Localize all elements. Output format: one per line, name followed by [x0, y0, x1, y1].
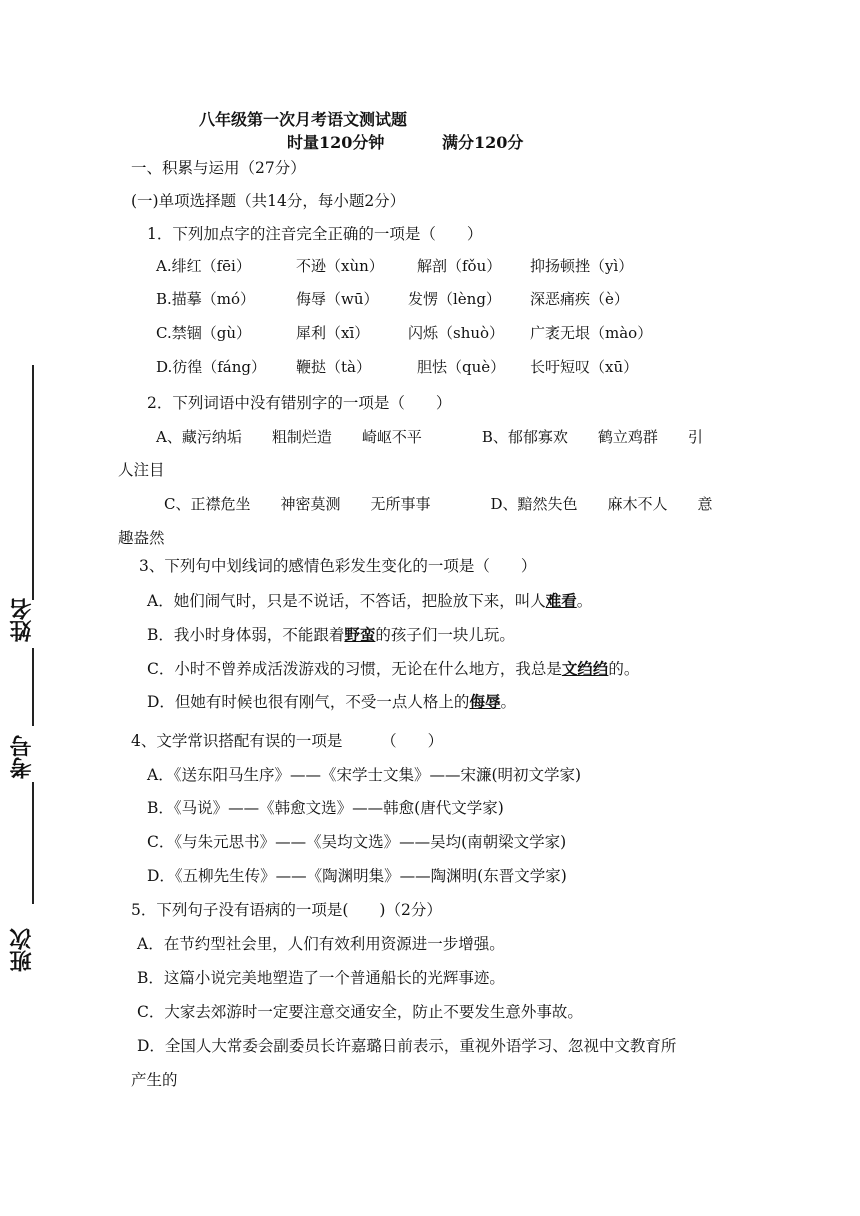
section-heading: 一、积累与运用（27分） — [131, 159, 306, 177]
question-4-option-a: A．《送东阳马生序》——《宋学士文集》——宋濂(明初文学家) — [147, 766, 582, 784]
question-5-option-c: C．大家去郊游时一定要注意交通安全，防止不要发生意外事故。 — [137, 1003, 583, 1021]
question-3-stem: 3、下列句中划线词的感情色彩发生变化的一项是（ ） — [139, 557, 537, 575]
question-2-stem: 2．下列词语中没有错别字的一项是（ ） — [147, 394, 452, 412]
margin-line-mid — [32, 648, 34, 726]
question-4-option-c: C．《与朱元思书》——《吴均文选》——吴均(南朝梁文学家) — [147, 833, 567, 851]
question-4-option-d: D．《五柳先生传》——《陶渊明集》——陶渊明(东晋文学家) — [147, 867, 567, 885]
question-5-option-b: B．这篇小说完美地塑造了一个普通船长的光辉事迹。 — [137, 969, 505, 987]
part-heading: (一)单项选择题（共14分，每小题2分） — [131, 192, 406, 210]
question-4-option-b: B．《马说》——《韩愈文选》——韩愈(唐代文学家) — [147, 799, 504, 817]
question-1-stem: 1．下列加点字的注音完全正确的一项是（ ） — [147, 225, 483, 243]
margin-line-low — [32, 782, 34, 904]
page-title: 八年级第一次月考语文测试题 — [199, 110, 408, 129]
exam-score: 满分120分 — [442, 133, 524, 152]
question-5-option-d-cont: 产生的 — [131, 1071, 178, 1089]
question-3-option-d: D．但她有时候也很有刚气，不受一点人格上的侮辱。 — [147, 692, 516, 711]
question-3-option-a: A．她们闹气时，只是不说话，不答话，把脸放下来，叫人难看。 — [147, 591, 593, 610]
question-5-stem: 5．下列句子没有语病的一项是( )（2分） — [131, 901, 442, 919]
question-4-stem: 4、文学常识搭配有误的一项是 （ ） — [131, 732, 444, 750]
question-5-option-d: D．全国人大常委会副委员长许嘉璐日前表示，重视外语学习、忽视中文教育所 — [137, 1037, 677, 1055]
question-3-option-b: B．我小时身体弱，不能跟着野蛮的孩子们一块儿玩。 — [147, 625, 515, 644]
question-2-line-cd-cont: 趣盎然 — [118, 529, 165, 547]
margin-line-top — [32, 365, 34, 600]
margin-label-class: 班次 — [9, 928, 35, 972]
margin-label-name: 姓名 — [9, 598, 35, 642]
question-2-line-ab-cont: 人注目 — [118, 461, 165, 479]
question-5-option-a: A．在节约型社会里，人们有效利用资源进一步增强。 — [137, 935, 505, 953]
question-2-line-ab: A、藏污纳垢 粗制烂造 崎岖不平 B、郁郁寡欢 鹤立鸡群 引 — [156, 428, 703, 446]
question-2-line-cd: C、正襟危坐 神密莫测 无所事事 D、黯然失色 麻木不人 意 — [164, 495, 713, 513]
question-3-option-c: C．小时不曾养成活泼游戏的习惯，无论在什么地方，我总是文绉绉的。 — [147, 659, 640, 678]
exam-time: 时量120分钟 — [287, 133, 385, 152]
margin-label-exam-no: 考号 — [9, 735, 35, 779]
